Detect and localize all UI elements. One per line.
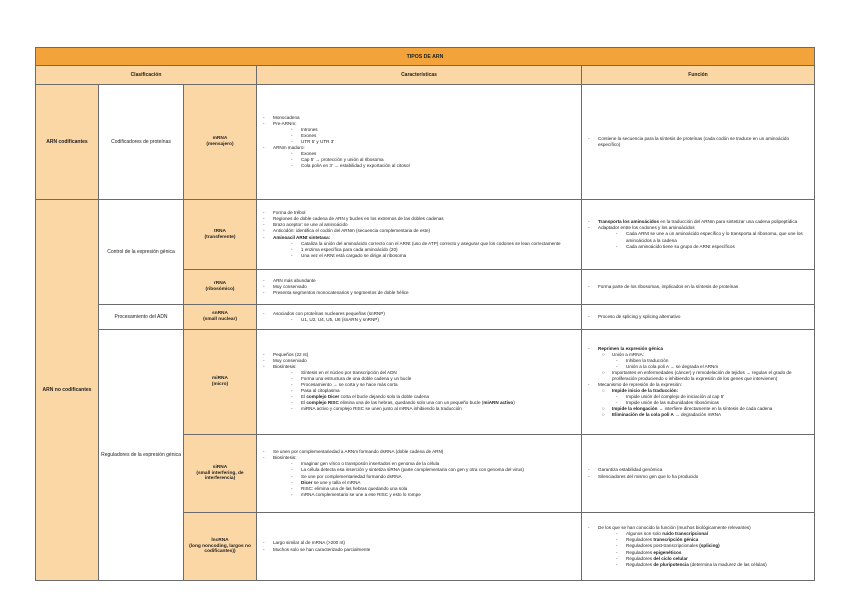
list-item-text: Se unen por complementariedad a ARNm formando dsRNA (doble cadena de ARN) [273,449,444,455]
list-item-text: Cap 5' → protección y unión al ribosoma [301,157,384,163]
rna-name-text: (long noncoding, largos no codificantes)) [189,543,251,555]
bullet-icon: - [263,145,265,151]
list-item-text: Algunos son solo ruido transcripcional [626,531,708,537]
list-item-text: La célula detecta esa inserción y sintetiza siRNA (parte complementaria con gen y otra con genoma del virus) [301,467,524,473]
funcion-mirna [582,330,815,435]
caracteristicas-rrna [257,270,582,305]
list-item [588,412,808,418]
bullet-icon: - [616,531,618,537]
bullet-icon: - [291,163,293,169]
list-item [588,314,808,320]
list-item-text: Procesamiento → se corta y se hace más corta [301,382,398,387]
bullet-icon: - [291,394,293,400]
list-item-text: Muy conservado [273,357,307,363]
list-item-text: Monocadena [273,114,300,120]
list-item-text: UTR 5' y UTR 3' [301,138,335,144]
list-item [588,244,808,250]
bullet-icon: - [616,561,618,567]
bullet-icon: - [291,461,293,467]
bullet-icon: - [291,252,293,258]
bullet-icon: - [291,406,293,412]
rna-name-text: (small nuclear) [203,317,237,322]
rna-name-text: siRNA [212,464,228,470]
list-item-text: Unión a la cola poli A → se degrada el ARNm [626,363,719,369]
bullet-icon: - [588,467,590,473]
list-item [263,253,575,259]
list-item-text: Reguladores del ciclo celular [626,555,688,561]
funcion-lncrna [582,513,815,581]
list-item-text: Reprimen la expresión génica [598,345,664,351]
list-item [263,406,575,412]
list-item-text: Regiones de doble cadena de ARN y bucles en los extremos de las dobles cadenas [273,216,444,222]
bullet-icon: - [291,479,293,485]
list-item-text: Cataliza la unión del aminoácido correcto con el ARNt (uso de ATP) correcto y asegurar que los codones se lean correctamente [301,240,561,246]
caracteristicas-snrna [257,305,582,330]
bullet-icon: - [263,546,265,552]
list-item-text: Biosíntesis: [273,455,297,461]
subgroup-procesamiento: Procesamiento del ADN [99,305,184,330]
list-item-text: Síntesis en el núcleo por transcripción del ADN [301,369,397,375]
rna-name-snrna [184,305,257,330]
rna-types-table [35,47,815,581]
list-item-text: Aminoacil ARNt sintetasa: [273,234,331,240]
list-item-text: Intrones [301,126,318,132]
list-item-text: Cola poliA en 3' → estabilidad y exportación al citosol [301,163,410,169]
bullet-icon: - [588,283,590,289]
list-item-text: U1, U2, U4, U5, U6 (snARN y snRNP) [301,317,379,322]
list-item-text: Silenciadores del mismo gen que lo ha producido [598,473,699,479]
rna-name-text: snRNA [212,311,228,317]
list-item-text: Asociados con proteínas nucleares pequeñas (snRNP) [273,310,385,316]
list-item-text: De los que se han conocido la función (muchos biológicamente relevantes) [598,525,751,531]
funcion-trna [582,200,815,270]
list-item-text: Importantes en enfermedades (cáncer) y remodelación de tejidos → regulan el grado de proliferación produciendo o inhibiendo la expresión de los genes que intervienen) [612,369,792,381]
list-item-text: Reguladores epigenéticos [626,549,682,555]
list-item-text: El complejo RISC elimina una de las hebras, quedando solo una con un pequeño bucle (miARN activo) [301,400,515,406]
table-title: TIPOS DE ARN [36,48,815,66]
bullet-icon: - [616,543,618,549]
rna-name-text: (ribosómico) [205,287,235,292]
bullet-icon: - [263,310,265,316]
list-item-text: Impide la elongación → interfiere directamente en la síntesis de cada cadena [612,406,773,412]
list-item-text: Pasa al citoplasma [301,388,340,394]
bullet-icon: - [291,473,293,479]
caracteristicas-lncrna [257,513,582,581]
bullet-icon: - [291,382,293,387]
list-item-text: Una vez el ARNt está cargado se dirige al ribosoma [301,252,407,258]
list-item [263,317,575,323]
list-item-text: Largo similar al de mRNA (>200 nt) [273,540,345,546]
rna-name-lncrna [184,513,257,581]
bullet-icon: ○ [602,369,605,375]
caracteristicas-sirna [257,435,582,513]
group-arn-codificantes: ARN codificantes [36,85,99,200]
list-item-text: Transporta los aminoácidos en la traducción del ARNm para sintetizar una cadena polipeptídica [598,219,798,225]
bullet-icon: - [263,210,265,216]
bullet-icon: - [291,369,293,375]
bullet-icon: - [588,225,590,231]
list-item-text: Muchos solo se han caracterizado parcialmente [273,546,371,552]
list-item [588,284,808,290]
rna-name-text: tRNA [214,228,226,234]
list-item-text: Presenta segmentos monocatenarios y segmentos de doble hélice [273,290,409,296]
list-item-text: Anticodón: identifica el codón del ARNm (secuencia complementaria de este) [273,228,431,234]
bullet-icon: - [291,375,293,381]
list-item-text: Proceso de splicing y splicing alternativo [598,313,681,319]
subgroup-reguladores: Reguladores de la expresión génica [99,330,184,581]
bullet-icon: ○ [602,351,605,357]
bullet-icon: - [291,126,293,132]
list-item [588,562,808,568]
header-funcion: Función [582,66,815,85]
bullet-icon: - [263,234,265,240]
list-item-text: Muy conservado [273,283,307,289]
list-item-text: Contiene la secuencia para la síntesis de proteínas (cada codón se traduce en un aminoácido específico) [598,135,790,147]
bullet-icon: ○ [602,406,605,412]
list-item-text: Pre-ARNm: [273,120,297,126]
bullet-icon: - [291,491,293,497]
rna-name-text: lncRNA [211,537,229,543]
bullet-icon: - [616,363,618,369]
list-item-text: Inhiben la traducción [626,357,669,363]
list-item-text: Impide unión de las subunidades ribosómicas [626,400,719,406]
list-item-text: Mecanismo de represión de la expresión: [598,382,683,387]
list-item-text: Reguladores de pluripotencia (determina la madurez de las células) [626,561,767,567]
list-item-text: Garantiza estabilidad genómica [598,467,663,473]
bullet-icon: - [588,525,590,531]
rna-name-rrna [184,270,257,305]
bullet-icon: - [616,231,618,237]
bullet-icon: - [291,246,293,252]
caracteristicas-trna [257,200,582,270]
bullet-icon: - [263,357,265,363]
list-item-text: Reguladores transcripción génica [626,537,699,543]
list-item-text: Adaptador entre los codones y los aminoácidos [598,225,695,231]
list-item-text: Pequeños (22 nt) [273,351,309,357]
list-item-text: Forma una estructura de una doble cadena y un bucle [301,375,412,381]
rna-name-sirna [184,435,257,513]
list-item-text: Brazo aceptor: se une al aminoácido [273,222,348,228]
bullet-icon: ○ [602,412,605,418]
bullet-icon: - [291,132,293,138]
list-item-text: 1 enzima específica para cada aminoácido (20) [301,246,398,252]
rna-name-trna [184,200,257,270]
bullet-icon: - [263,449,265,455]
list-item-text: Eliminación de la cola poli A → degradación mRNA [612,412,722,418]
list-item [263,492,575,498]
bullet-icon: - [263,114,265,120]
subgroup-control: Control de la expresión génica [99,200,184,305]
funcion-mrna [582,85,815,200]
bullet-icon: - [291,400,293,406]
bullet-icon: - [291,317,293,322]
list-item-text: Cada ARNt se une a un aminoácido específico y lo transporta al ribosoma, que une los aminoácidos a la cadena [626,231,803,243]
list-item [588,370,808,382]
list-item-text: ARN más abundante [273,277,316,283]
bullet-icon: - [263,290,265,296]
bullet-icon: - [588,345,590,351]
bullet-icon: - [616,243,618,249]
rna-name-text: (micro) [211,382,229,387]
rna-name-text: (transferente) [204,234,236,240]
bullet-icon: - [616,555,618,561]
list-item-text: miRNA activo y complejo RISC se unen junto al mRNA inhibiendo la traducción [301,406,462,412]
list-item-text: Imaginar gen vírico o transposón insertados en genoma de la célula [301,461,440,467]
header-clasificacion: Clasificación [36,66,257,85]
bullet-icon: - [263,540,265,546]
list-item-text: Forma de trébol [273,210,306,216]
rna-name-text: miRNA [212,376,228,382]
rna-name-text: (mensajero) [206,142,234,147]
list-item-text: Reguladores post-transcripcionales (splicing) [626,543,720,549]
bullet-icon: - [291,157,293,163]
bullet-icon: - [588,219,590,225]
bullet-icon: - [291,485,293,491]
bullet-icon: - [291,240,293,246]
rna-name-text: rRNA [213,281,227,287]
bullet-icon: - [291,388,293,394]
list-item [588,474,808,480]
bullet-icon: - [616,394,618,400]
rna-name-text: mRNA [212,136,228,142]
bullet-icon: - [263,363,265,369]
list-item-text: Cada aminoácido tiene su grupo de ARNt específicos [626,243,735,249]
bullet-icon: - [263,222,265,228]
list-item-text: Impide inicio de la traducción: [612,388,679,394]
list-item-text: ARNm maduro: [273,145,305,151]
list-item-text: Unión a mRNA: [612,351,644,357]
list-item-text: Biosíntesis: [273,363,297,369]
bullet-icon: - [263,283,265,289]
list-item-text: Exones [301,132,317,138]
bullet-icon: - [263,351,265,357]
bullet-icon: - [616,549,618,555]
bullet-icon: - [588,135,590,141]
bullet-icon: - [616,357,618,363]
bullet-icon: - [291,138,293,144]
list-item-text: Forma parte de los ribosomas, implicados en la síntesis de proteínas [598,283,739,289]
list-item [263,547,575,553]
list-item-text: Se une por complementariedad formando dsRNA [301,473,402,479]
caracteristicas-mrna [257,85,582,200]
bullet-icon: - [291,151,293,157]
bullet-icon: - [588,382,590,387]
bullet-icon: - [263,216,265,222]
group-arn-no-codificantes: ARN no codificantes [36,200,99,581]
list-item-text: RISC: elimina una de las hebras quedando una sola [301,485,408,491]
bullet-icon: - [263,277,265,283]
bullet-icon: - [616,537,618,543]
rna-name-text: (small interfering, de interferencia) [196,470,244,482]
funcion-rrna [582,270,815,305]
list-item-text: Exones [301,151,317,157]
funcion-snrna [582,305,815,330]
bullet-icon: - [263,455,265,461]
subgroup-codificadores: Codificadores de proteínas [99,85,184,200]
list-item [263,290,575,296]
list-item-text: mRNA complementario se une a ese RISC y esto lo rompe [301,491,421,497]
header-caracteristicas: Características [257,66,582,85]
rna-name-mirna [184,330,257,435]
bullet-icon: - [263,228,265,234]
caracteristicas-mirna [257,330,582,435]
bullet-icon: - [616,400,618,406]
bullet-icon: - [291,467,293,473]
bullet-icon: ○ [602,388,605,394]
rna-name-mrna [184,85,257,200]
list-item-text: Dicer se une y talla el mRNA [301,479,361,485]
bullet-icon: - [263,120,265,126]
list-item-text: El complejo Dicer corta el bucle dejando solo la doble cadena [301,394,429,400]
list-item [588,136,808,148]
bullet-icon: - [588,313,590,319]
bullet-icon: - [588,473,590,479]
list-item [588,231,808,243]
list-item-text: Impide unión del complejo de iniciación al cap 5' [626,394,725,400]
list-item [263,163,575,169]
funcion-sirna [582,435,815,513]
